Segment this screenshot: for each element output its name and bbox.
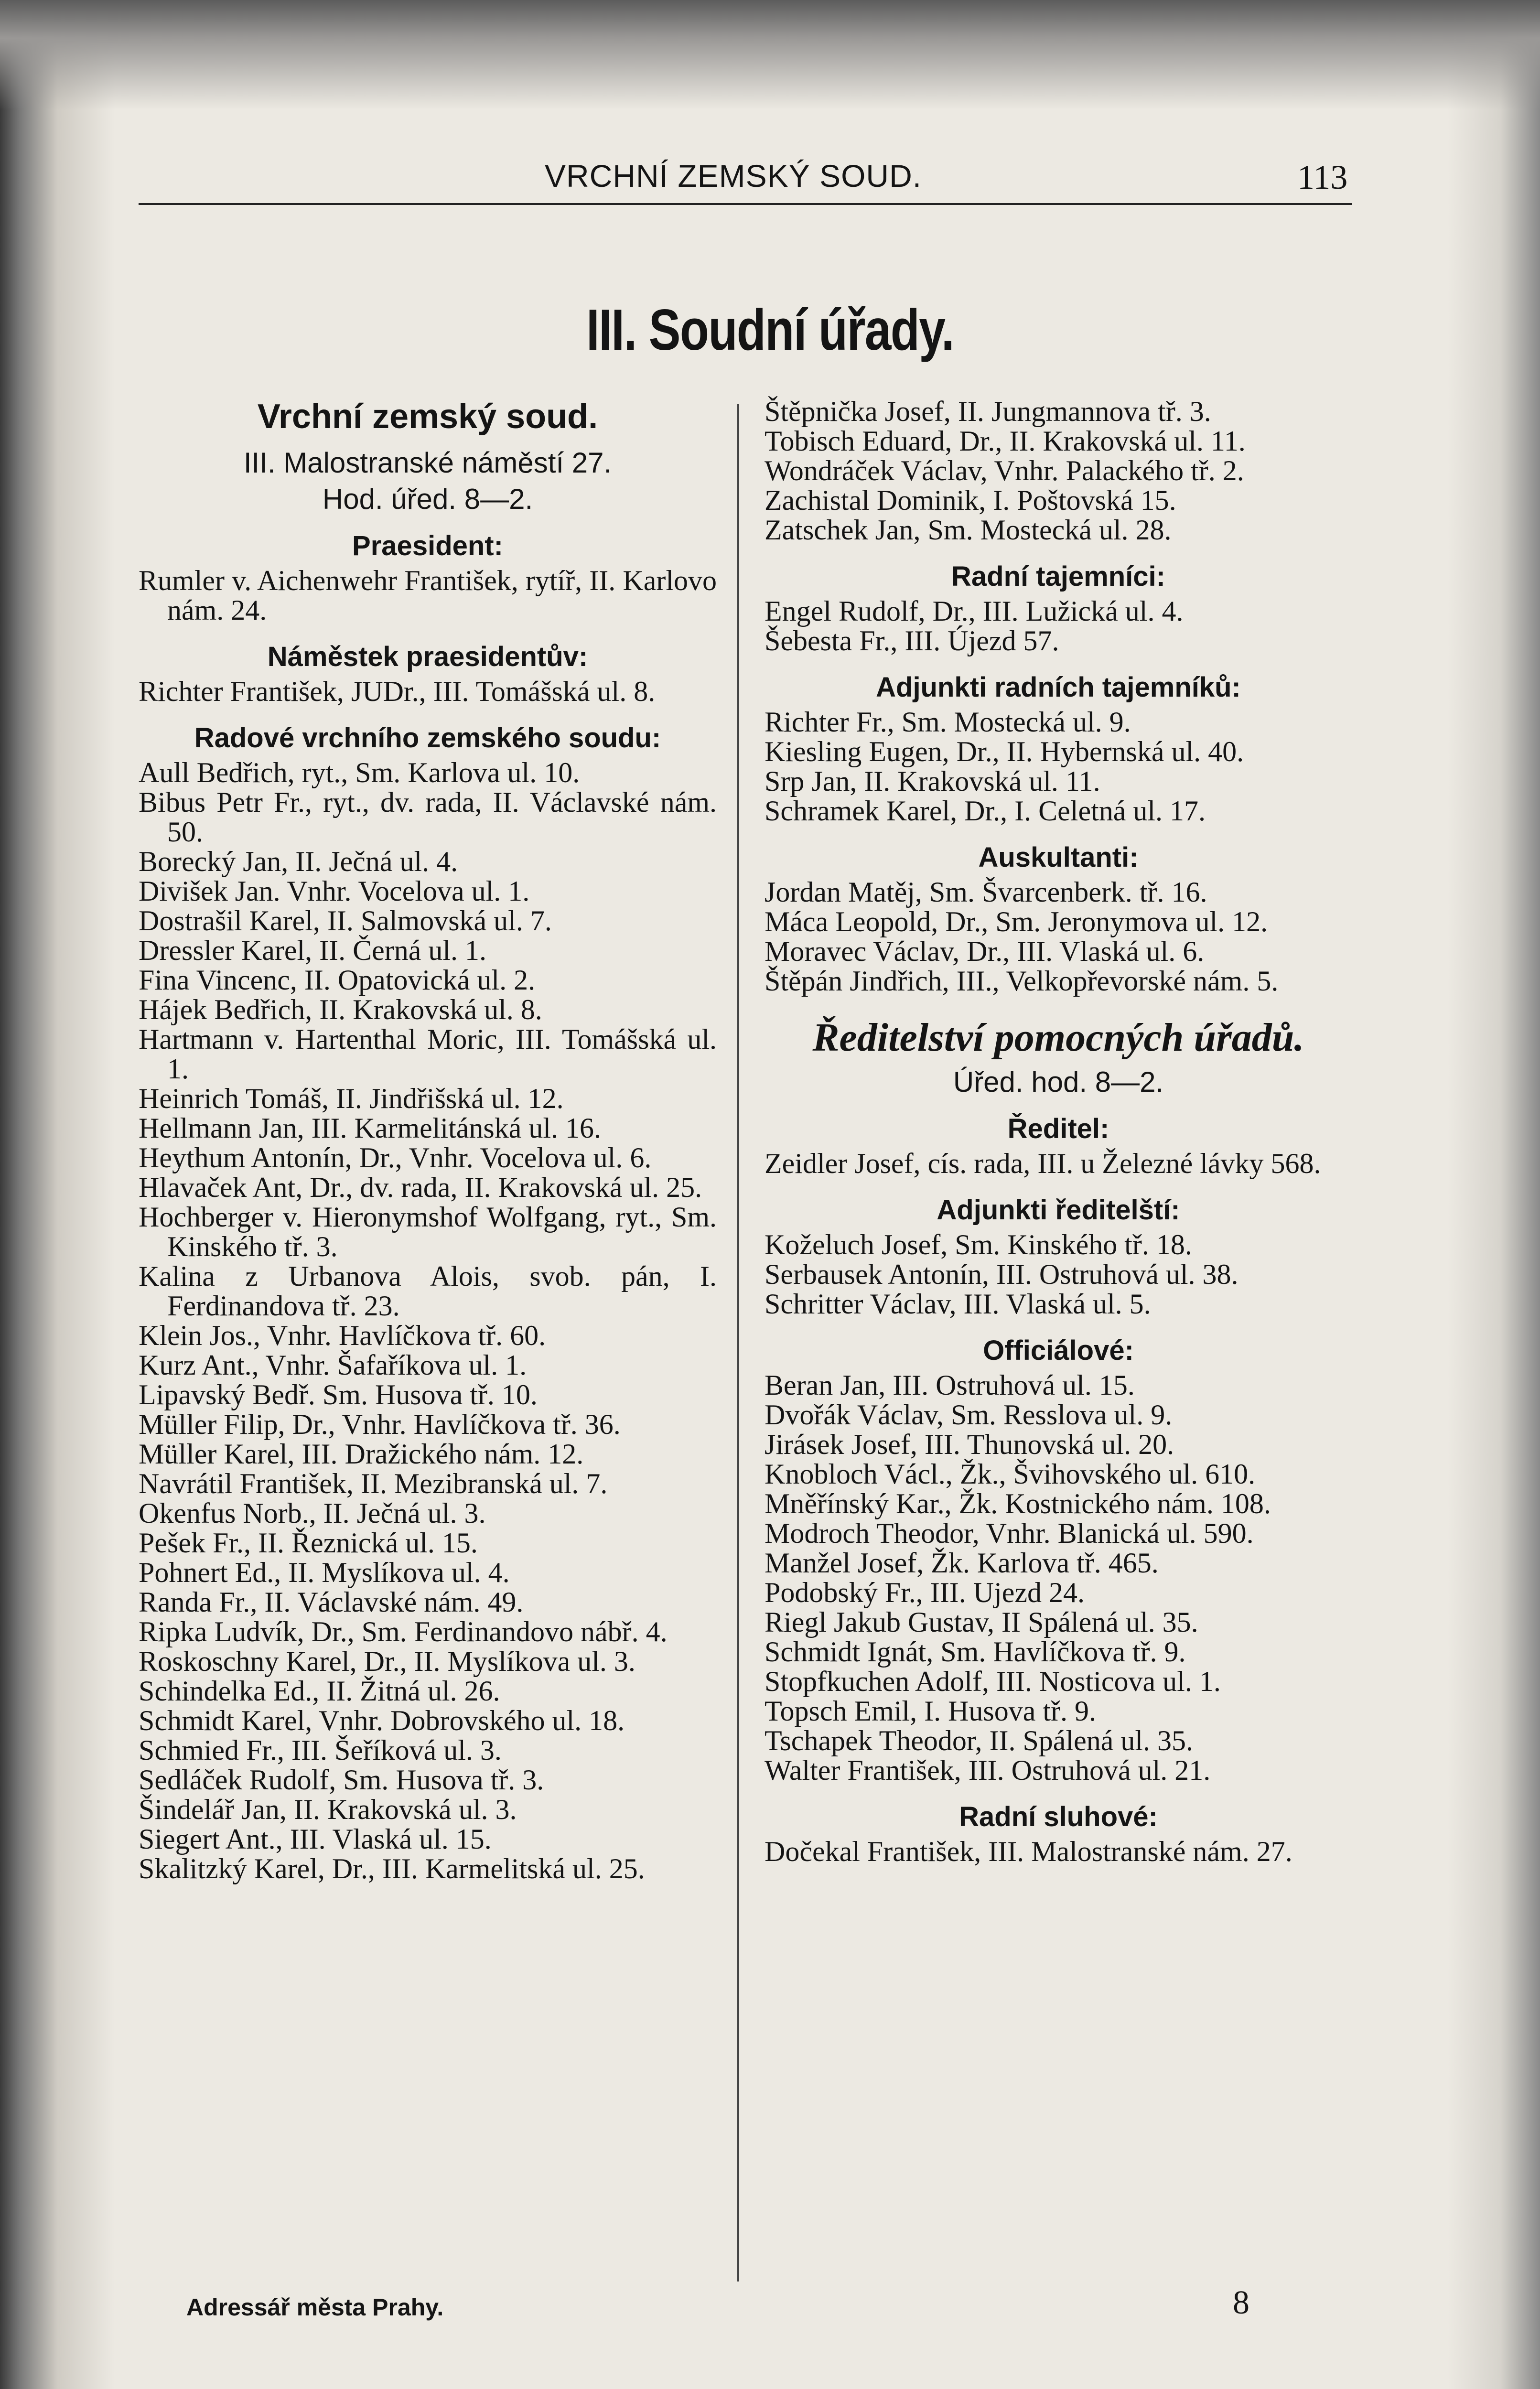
section-heading: Adjunkti ředitelští: — [937, 1194, 1180, 1226]
list-item: Moravec Václav, Dr., III. Vlaská ul. 6. — [765, 936, 1205, 967]
list-item: Randa Fr., II. Václavské nám. 49. — [139, 1586, 524, 1618]
list-item: Klein Jos., Vnhr. Havlíčkova tř. 60. — [139, 1320, 546, 1351]
section-heading: Auskultanti: — [978, 842, 1139, 873]
list-item: Šebesta Fr., III. Újezd 57. — [765, 625, 1059, 656]
section-heading: Praesident: — [352, 530, 503, 561]
councillors-list — [139, 758, 717, 1883]
header-rule — [139, 203, 1352, 205]
list-item: Müller Karel, III. Dražického nám. 12. — [139, 1438, 584, 1470]
section-heading: Náměstek praesidentův: — [267, 641, 588, 672]
list-item: Koželuch Josef, Sm. Kinského tř. 18. — [765, 1229, 1192, 1260]
continued-list — [765, 397, 1352, 545]
list-item: Hochberger v. Hieronymshof Wolfgang, ryt., Sm. Kinského tř. 3. — [139, 1201, 717, 1262]
list-item: Ripka Ludvík, Dr., Sm. Ferdinandovo nábř. 4. — [139, 1616, 668, 1647]
list-item: Schmied Fr., III. Šeříková ul. 3. — [139, 1734, 502, 1766]
list-item: Pešek Fr., II. Řeznická ul. 15. — [139, 1527, 478, 1559]
section-heading: Officiálové: — [983, 1335, 1134, 1366]
office-hours: Úřed. hod. 8—2. — [953, 1066, 1164, 1098]
list-item: Wondráček Václav, Vnhr. Palackého tř. 2. — [765, 455, 1244, 486]
list-item: Skalitzký Karel, Dr., III. Karmelitská ul. 25. — [139, 1853, 645, 1884]
list-item: Divišek Jan. Vnhr. Vocelova ul. 1. — [139, 875, 530, 907]
right-column — [765, 397, 1352, 1866]
court-title: Vrchní zemský soud. — [257, 398, 598, 436]
list-item: Stopfkuchen Adolf, III. Nosticova ul. 1. — [765, 1666, 1221, 1697]
list-item: Beran Jan, III. Ostruhová ul. 15. — [765, 1369, 1135, 1401]
list-item: Srp Jan, II. Krakovská ul. 11. — [765, 765, 1100, 797]
list-item: Kiesling Eugen, Dr., II. Hybernská ul. 40. — [765, 736, 1244, 767]
section-heading: Radní tajemníci: — [951, 561, 1165, 592]
list-item: Siegert Ant., III. Vlaská ul. 15. — [139, 1823, 492, 1855]
court-hours: Hod. úřed. 8—2. — [322, 483, 533, 515]
list-item: Aull Bedřich, ryt., Sm. Karlova ul. 10. — [139, 757, 580, 788]
list-item: Pohnert Ed., II. Myslíkova ul. 4. — [139, 1557, 510, 1588]
list-item: Bibus Petr Fr., ryt., dv. rada, II. Václavské nám. 50. — [139, 786, 717, 848]
list-item: Rumler v. Aichenwehr František, rytíř, II. Karlovo nám. 24. — [139, 565, 717, 626]
page-number: 113 — [1297, 158, 1348, 196]
list-item: Okenfus Norb., II. Ječná ul. 3. — [139, 1497, 486, 1529]
running-title: VRCHNÍ ZEMSKÝ SOUD. — [545, 158, 922, 194]
list-item: Dvořák Václav, Sm. Resslova ul. 9. — [765, 1399, 1173, 1431]
list-item: Mněřínský Kar., Žk. Kostnického nám. 108. — [765, 1488, 1271, 1519]
servants-list — [765, 1837, 1352, 1866]
list-item: Štěpnička Josef, II. Jungmannova tř. 3. — [765, 396, 1211, 427]
section-heading: Adjunkti radních tajemníků: — [876, 672, 1241, 703]
director-adjuncts-list — [765, 1230, 1352, 1319]
director-list — [765, 1149, 1352, 1178]
list-item: Engel Rudolf, Dr., III. Lužická ul. 4. — [765, 595, 1184, 627]
list-item: Knobloch Václ., Žk., Švihovského ul. 610. — [765, 1458, 1256, 1490]
list-item: Richter Fr., Sm. Mostecká ul. 9. — [765, 706, 1131, 738]
office-title: Ředitelství pomocných úřadů. — [812, 1015, 1304, 1060]
list-item: Heythum Antonín, Dr., Vnhr. Vocelova ul. 6. — [139, 1142, 652, 1173]
section-heading: Radové vrchního zemského soudu: — [194, 722, 661, 753]
list-item: Jirásek Josef, III. Thunovská ul. 20. — [765, 1429, 1174, 1460]
list-item: Kurz Ant., Vnhr. Šafaříkova ul. 1. — [139, 1349, 527, 1381]
list-item: Kalina z Urbanova Alois, svob. pán, I. Ferdinandova tř. 23. — [139, 1260, 717, 1322]
list-item: Sedláček Rudolf, Sm. Husova tř. 3. — [139, 1764, 544, 1796]
list-item: Zatschek Jan, Sm. Mostecká ul. 28. — [765, 514, 1172, 546]
list-item: Hellmann Jan, III. Karmelitánská ul. 16. — [139, 1112, 602, 1144]
list-item: Schmidt Karel, Vnhr. Dobrovského ul. 18. — [139, 1705, 625, 1736]
section-heading: Ředitel: — [1007, 1113, 1109, 1144]
court-address: III. Malostranské náměstí 27. — [243, 447, 612, 479]
list-item: Máca Leopold, Dr., Sm. Jeronymova ul. 12. — [765, 906, 1268, 937]
scan-shadow — [0, 0, 1540, 110]
adjuncts-list — [765, 707, 1352, 826]
list-item: Richter František, JUDr., III. Tomášská ul. 8. — [139, 676, 656, 707]
column-divider — [737, 404, 739, 2281]
list-item: Tobisch Eduard, Dr., II. Krakovská ul. 11. — [765, 425, 1246, 457]
list-item: Tschapek Theodor, II. Spálená ul. 35. — [765, 1725, 1194, 1756]
left-column — [139, 397, 717, 1883]
list-item: Zeidler Josef, cís. rada, III. u Železné lávky 568. — [765, 1148, 1321, 1179]
list-item: Dočekal František, III. Malostranské nám. 27. — [765, 1836, 1292, 1867]
list-item: Hartmann v. Hartenthal Moric, III. Tomášská ul. 1. — [139, 1023, 717, 1085]
list-item: Manžel Josef, Žk. Karlova tř. 465. — [765, 1547, 1159, 1579]
list-item: Navrátil František, II. Mezibranská ul. 7. — [139, 1468, 608, 1499]
list-item: Roskoschny Karel, Dr., II. Myslíkova ul. 3. — [139, 1646, 635, 1677]
list-item: Riegl Jakub Gustav, II Spálená ul. 35. — [765, 1606, 1198, 1638]
auscultants-list — [765, 877, 1352, 996]
list-item: Schritter Václav, III. Vlaská ul. 5. — [765, 1288, 1151, 1320]
list-item: Topsch Emil, I. Husova tř. 9. — [765, 1695, 1097, 1727]
list-item: Heinrich Tomáš, II. Jindřišská ul. 12. — [139, 1083, 564, 1114]
list-item: Podobský Fr., III. Ujezd 24. — [765, 1577, 1085, 1608]
chapter-title: III. Soudní úřady. — [586, 297, 954, 362]
list-item: Hájek Bedřich, II. Krakovská ul. 8. — [139, 994, 542, 1025]
footer-publication: Adressář města Prahy. — [186, 2294, 444, 2321]
list-item: Lipavský Bedř. Sm. Husova tř. 10. — [139, 1379, 538, 1410]
list-item: Modroch Theodor, Vnhr. Blanická ul. 590. — [765, 1517, 1254, 1549]
list-item: Šindelář Jan, II. Krakovská ul. 3. — [139, 1794, 517, 1825]
secretaries-list — [765, 596, 1352, 656]
list-item: Hlavaček Ant, Dr., dv. rada, II. Krakovská ul. 25. — [139, 1172, 702, 1203]
officials-list — [765, 1370, 1352, 1785]
list-item: Dressler Karel, II. Černá ul. 1. — [139, 935, 487, 966]
list-item: Schindelka Ed., II. Žitná ul. 26. — [139, 1675, 500, 1707]
section-heading: Radní sluhové: — [959, 1801, 1158, 1832]
list-item: Walter František, III. Ostruhová ul. 21. — [765, 1754, 1211, 1786]
list-item: Müller Filip, Dr., Vnhr. Havlíčkova tř. 36. — [139, 1409, 621, 1440]
list-item: Serbausek Antonín, III. Ostruhová ul. 38. — [765, 1259, 1238, 1290]
list-item: Jordan Matěj, Sm. Švarcenberk. tř. 16. — [765, 876, 1207, 908]
signature-mark: 8 — [1233, 2284, 1249, 2321]
list-item: Štěpán Jindřich, III., Velkopřevorské nám. 5. — [765, 965, 1279, 997]
list-item: Schramek Karel, Dr., I. Celetná ul. 17. — [765, 795, 1206, 827]
list-item: Dostrašil Karel, II. Salmovská ul. 7. — [139, 905, 552, 936]
list-item: Zachistal Dominik, I. Poštovská 15. — [765, 484, 1176, 516]
list-item: Schmidt Ignát, Sm. Havlíčkova tř. 9. — [765, 1636, 1186, 1668]
list-item: Borecký Jan, II. Ječná ul. 4. — [139, 846, 458, 877]
list-item: Fina Vincenc, II. Opatovická ul. 2. — [139, 964, 536, 996]
